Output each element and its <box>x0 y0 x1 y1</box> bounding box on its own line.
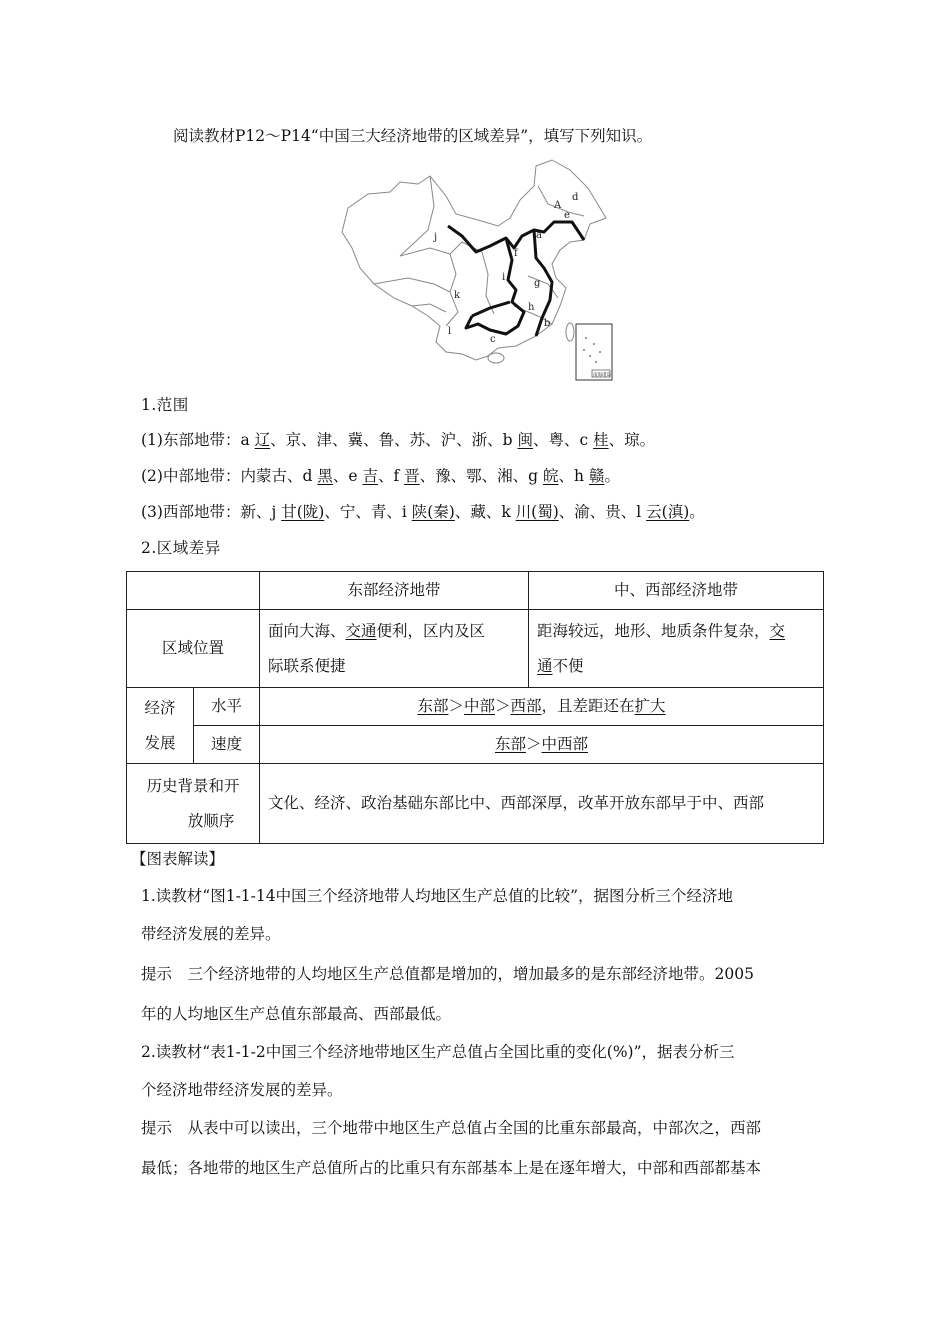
row-label-history: 历史背景和开 放顺序 <box>127 764 260 844</box>
location-central-west: 距海较远，地形、地质条件复杂，交 通不便 <box>529 610 824 688</box>
table-header-row <box>127 572 824 610</box>
answer-2-line-2: 最低；各地带的地区生产总值所占的比重只有东部基本上是在逐年增大，中部和西部都基本 <box>141 1159 762 1177</box>
row-label-level: 水平 <box>194 688 260 726</box>
answer-1-line-2: 年的人均地区生产总值东部最高、西部最低。 <box>141 1005 452 1023</box>
map-label-i: i <box>502 272 506 283</box>
map-label-a: a <box>536 230 542 241</box>
speed-comparison: 东部＞中西部 <box>260 726 824 764</box>
row-label-economy: 经济 发展 <box>127 688 194 764</box>
map-label-f: f <box>514 248 518 259</box>
section-2-title: 2.区域差异 <box>141 539 221 557</box>
map-label-c: c <box>490 334 496 345</box>
question-1-line-2: 带经济发展的差异。 <box>141 925 281 943</box>
map-label-h: h <box>528 302 535 313</box>
answer-1-line-1: 提示 三个经济地带的人均地区生产总值都是增加的，增加最多的是东部经济地带。2005 <box>141 965 754 983</box>
answer-2-line-1: 提示 从表中可以读出，三个地带中地区生产总值占全国的比重东部最高，中部次之，西部 <box>141 1119 762 1137</box>
question-2-line-2: 个经济地带经济发展的差异。 <box>141 1081 343 1099</box>
map-label-j: j <box>434 232 438 243</box>
map-label-b: b <box>544 318 551 329</box>
header-east: 东部经济地带 <box>260 572 529 610</box>
belt-boundary-south <box>472 302 510 316</box>
section-1-title: 1.范围 <box>141 396 189 414</box>
map-label-l: l <box>448 326 452 337</box>
west-belt-range: (3)西部地带：新、j 甘(陇)、宁、青、i 陕(秦)、藏、k 川(蜀)、渝、贵、l 云(滇)。 <box>141 503 705 521</box>
history-text: 文化、经济、政治基础东部比中、西部深厚，改革开放东部早于中、西部 <box>260 764 824 844</box>
china-map-figure <box>338 156 616 382</box>
table-row <box>127 688 824 726</box>
map-label-d: d <box>572 192 579 203</box>
header-empty-cell <box>127 572 260 610</box>
regional-difference-table <box>126 571 824 844</box>
map-label-g: g <box>534 278 541 289</box>
question-1-line-1: 1.读教材“图1-1-14中国三个经济地带人均地区生产总值的比较”，据图分析三个经济地 <box>141 887 734 905</box>
header-central-west: 中、西部经济地带 <box>529 572 824 610</box>
south-china-sea-inset <box>576 324 612 380</box>
location-east: 面向大海、交通便利，区内及区 际联系便捷 <box>260 610 529 688</box>
map-label-k: k <box>454 290 461 301</box>
table-row <box>127 764 824 844</box>
east-belt-range: (1)东部地带：a 辽、京、津、冀、鲁、苏、沪、浙、b 闽、粤、c 桂、琼。 <box>141 431 656 449</box>
level-comparison: 东部＞中部＞西部，且差距还在扩大 <box>260 688 824 726</box>
chart-reading-title: 【图表解读】 <box>131 850 225 868</box>
intro-text: 阅读教材P12～P14“中国三大经济地带的区域差异”，填写下列知识。 <box>173 127 653 145</box>
map-label-e: e <box>564 210 570 221</box>
table-row <box>127 726 824 764</box>
central-belt-range: (2)中部地带：内蒙古、d 黑、e 吉、f 晋、豫、鄂、湘、g 皖、h 赣。 <box>141 467 620 485</box>
question-2-line-1: 2.读教材“表1-1-2中国三个经济地带地区生产总值占全国比重的变化(%)”，据表分析三 <box>141 1043 735 1061</box>
map-label-A: A <box>554 200 562 211</box>
row-label-speed: 速度 <box>194 726 260 764</box>
table-row <box>127 610 824 688</box>
row-label-location: 区域位置 <box>127 610 260 688</box>
inset-caption: 南海诸岛 <box>593 373 611 378</box>
